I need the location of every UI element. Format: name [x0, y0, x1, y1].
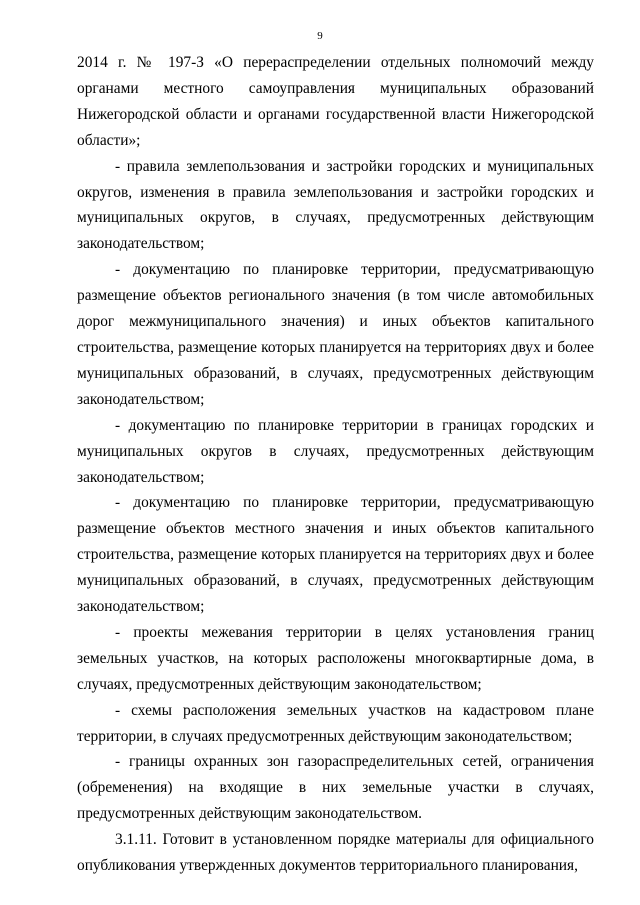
list-item-cadastral-schemes: - схемы расположения земельных участков на кадастровом плане территории, в случаях предусмотренных действующим законодательством;: [77, 701, 594, 745]
document-body: [77, 50, 594, 879]
list-item-district-planning-docs: - документацию по планировке территории в границах городских и муниципальных округов в случаях, предусмотренных действующим законодательством;: [77, 416, 594, 486]
list-item-land-use-rules: - правила землепользования и застройки городских и муниципальных округов, изменения в правила землепользования и застройки городских и муниципальных округов, в случаях, предусмотренных действующим законодательством;: [77, 157, 594, 253]
list-item-gas-network-zones: - границы охранных зон газораспределительных сетей, ограничения (обременения) на входящие в них земельные участки в случаях, предусмотренных действующим законодательством.: [77, 753, 594, 823]
page-number: 9: [317, 30, 323, 42]
paragraph-law-reference: 2014 г. № 197-З «О перераспределении отдельных полномочий между органами местного самоуправления муниципальных образований Нижегородской области и органами государственной власти Нижегородской области»;: [77, 54, 594, 149]
list-item-land-surveying-projects: - проекты межевания территории в целях установления границ земельных участков, на которых расположены многоквартирные дома, в случаях, предусмотренных действующим законодательством;: [77, 623, 594, 693]
list-item-regional-planning-docs: - документацию по планировке территории, предусматривающую размещение объектов регионального значения (в том числе автомобильных дорог межмуниципального значения) и иных объектов капитального строительства, размещение которых планируется на территориях двух и более муниципальных образований, в случаях, предусмотренных действующим законодательством;: [77, 261, 594, 408]
list-item-local-planning-docs: - документацию по планировке территории, предусматривающую размещение объектов местного значения и иных объектов капитального строительства, размещение которых планируется на территориях двух и более муниципальных образований, в случаях, предусмотренных действующим законодательством;: [77, 494, 594, 616]
paragraph-3-1-11: 3.1.11. Готовит в установленном порядке материалы для официального опубликования утвержденных документов территориального планирования,: [77, 831, 594, 875]
